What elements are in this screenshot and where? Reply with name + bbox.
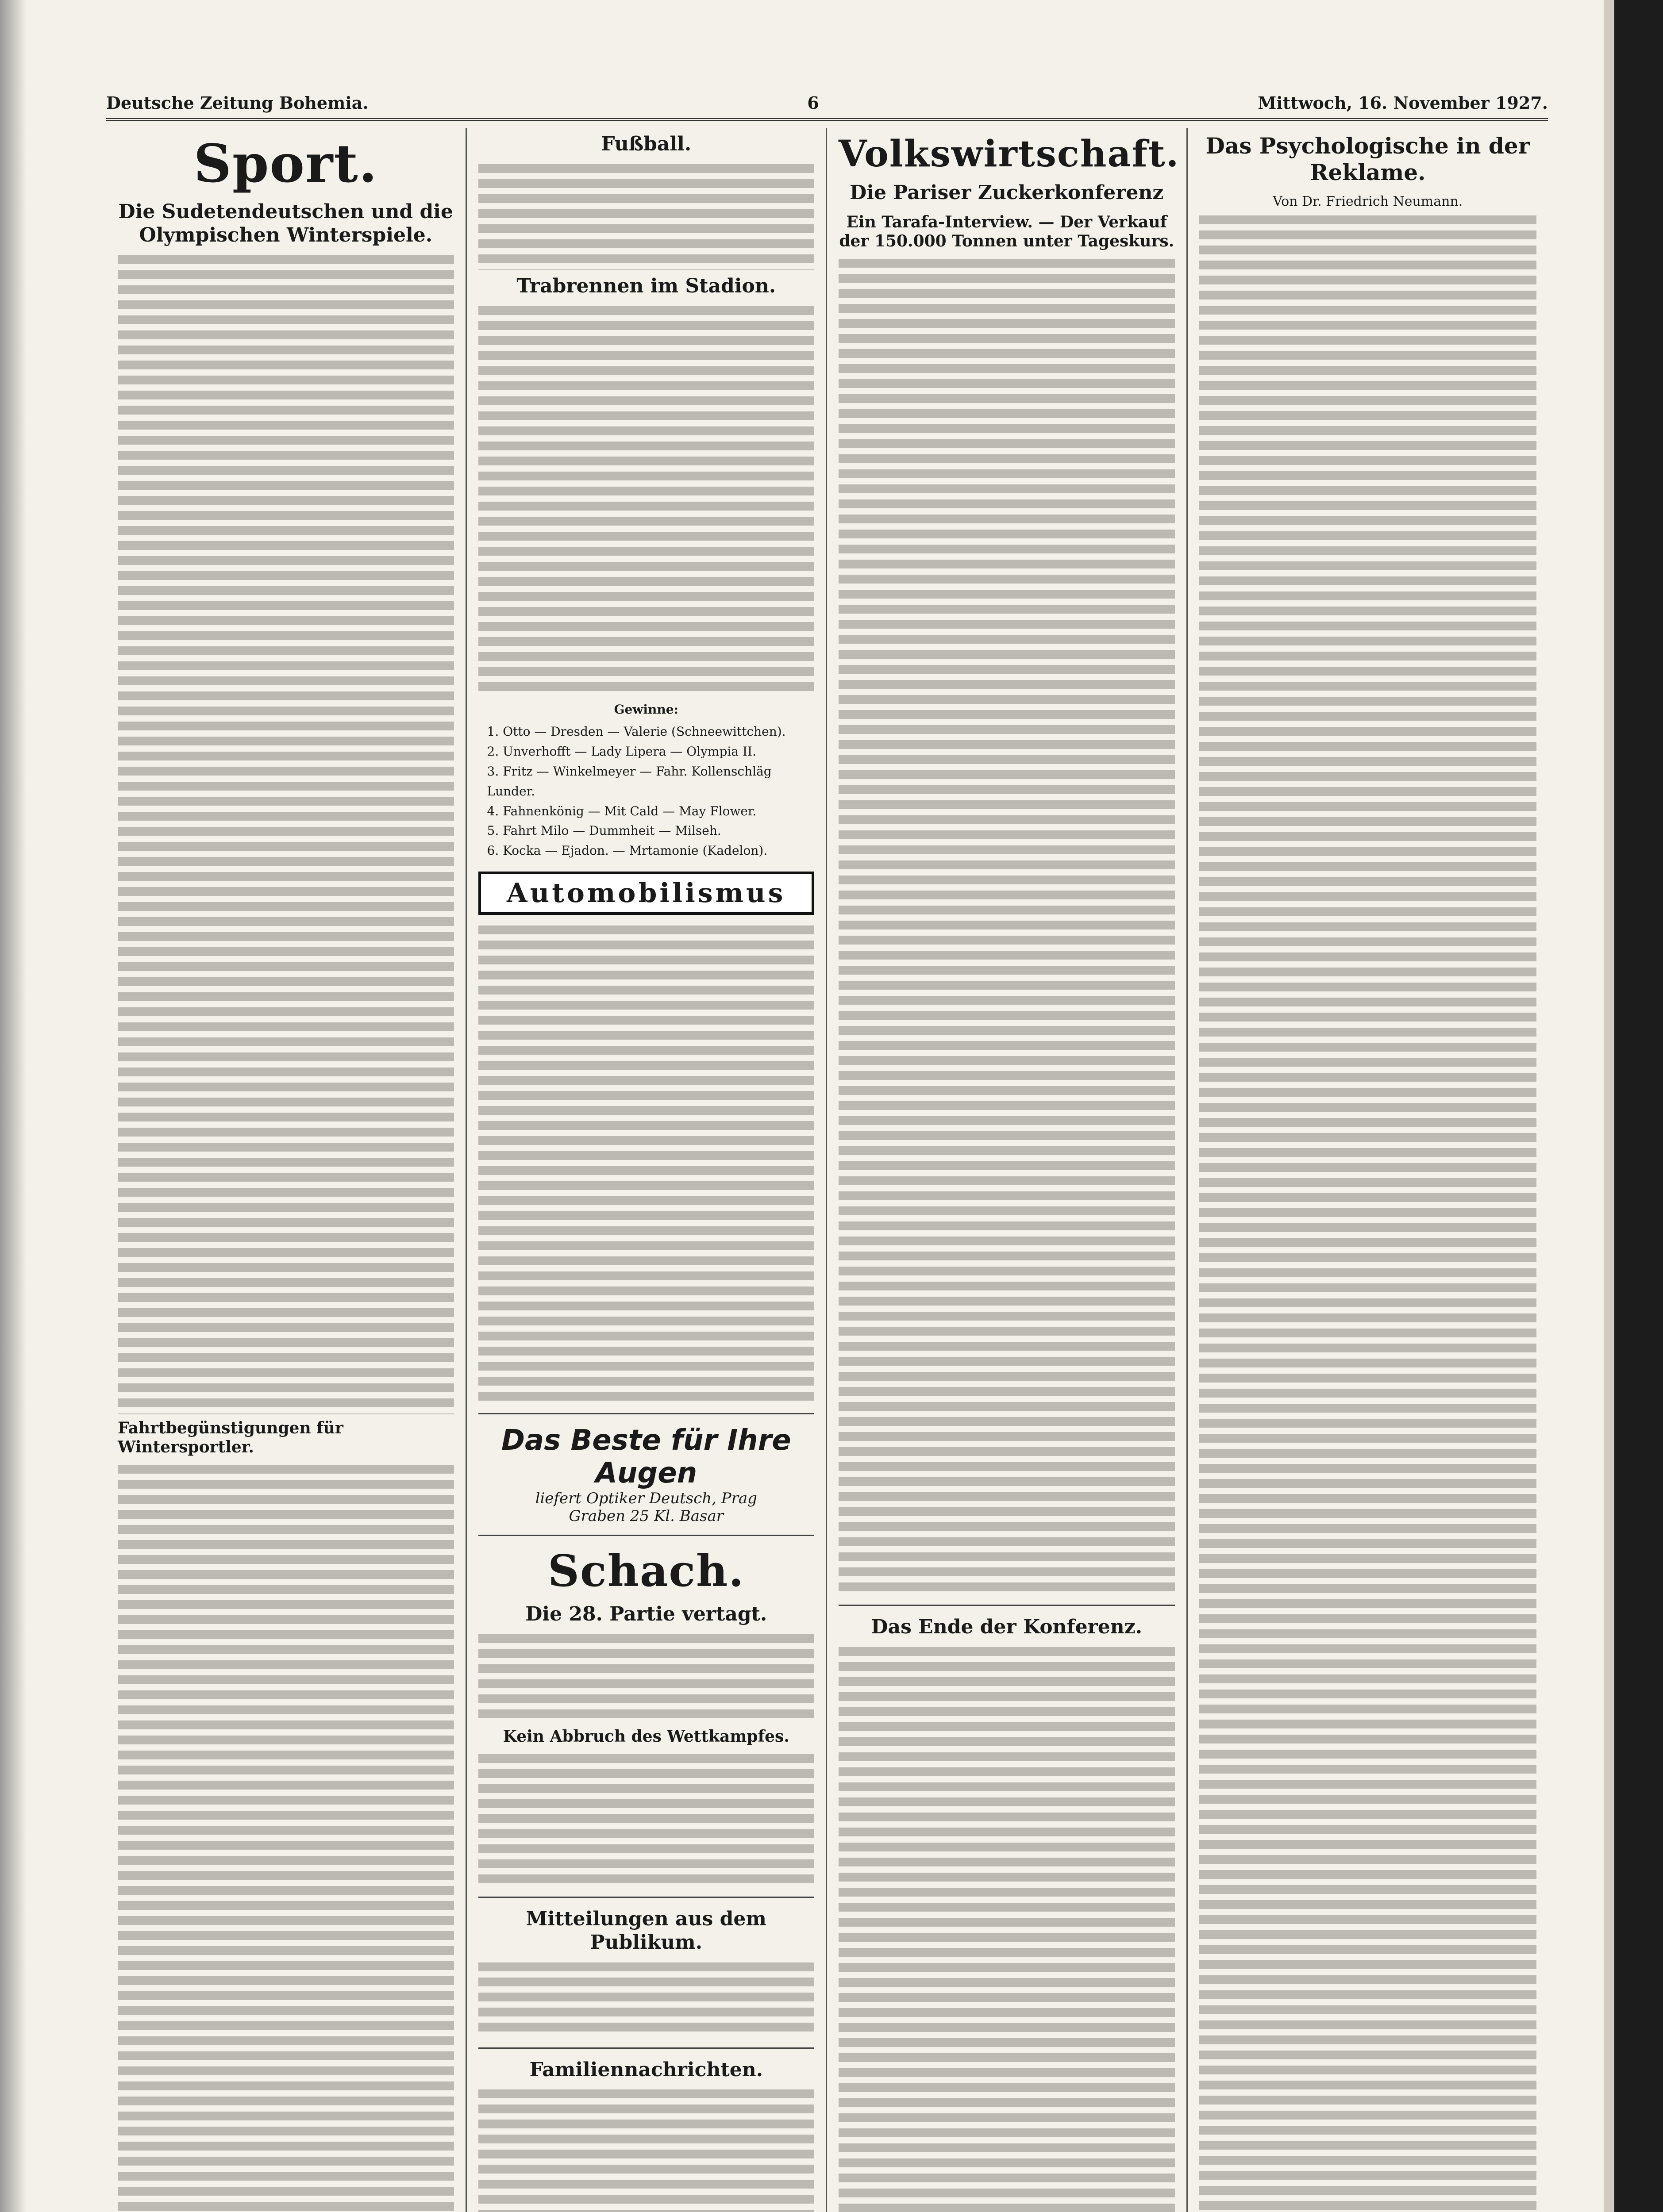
reklame-heading: Das Psychologische in der Reklame. <box>1205 133 1530 185</box>
article-text <box>478 1634 815 1723</box>
divider <box>478 1535 815 1536</box>
ad-line: Graben 25 Kl. Basar <box>569 1507 724 1525</box>
sport-heading: Sport. <box>193 133 378 194</box>
ad-title: Das Beste für Ihre Augen <box>501 1424 791 1490</box>
fussball-heading: Fußball. <box>601 133 692 155</box>
winners-heading: Gewinne: <box>614 702 678 717</box>
volkswirtschaft-heading: Volkswirtschaft. <box>839 133 1180 175</box>
article-text <box>839 1647 1175 2212</box>
article-text <box>1199 215 1537 2212</box>
winners-table <box>487 700 806 861</box>
winner-row: 6. Kocka — Ejadon. — Mrtamonie (Kadelon). <box>487 843 768 858</box>
ende-heading: Das Ende der Konferenz. <box>871 1616 1143 1639</box>
article-text <box>478 2089 815 2212</box>
winner-row: 4. Fahnenkönig — Mit Cald — May Flower. <box>487 803 757 818</box>
column-volkswirtschaft <box>827 128 1188 2212</box>
winner-row: 2. Unverhofft — Lady Lipera — Olympia II. <box>487 744 756 759</box>
ad-line: liefert Optiker Deutsch, Prag <box>535 1489 757 1507</box>
columns <box>106 128 1548 2212</box>
mitteilungen-heading: Mitteilungen aus dem Publikum. <box>526 1907 766 1954</box>
divider <box>478 2047 815 2049</box>
article-text <box>478 164 815 270</box>
olympic-subheading: Die Sudetendeutschen und die Olympischen Winterspiele. <box>118 200 453 246</box>
article-text <box>478 926 815 1403</box>
page-header <box>106 82 1548 121</box>
divider <box>478 1413 815 1414</box>
article-text <box>478 306 815 695</box>
article-text <box>118 255 454 1414</box>
article-text <box>478 1962 815 2038</box>
zuckerkonferenz-subheading: Die Pariser Zuckerkonferenz <box>850 181 1164 204</box>
trabrennen-heading: Trabrennen im Stadion. <box>516 274 776 297</box>
scan-edge-light <box>1604 0 1614 2212</box>
automobilismus-banner: Automobilismus <box>478 872 815 915</box>
divider <box>839 1605 1175 1606</box>
header-date: Mittwoch, 16. November 1927. <box>1258 93 1548 113</box>
reklame-byline: Von Dr. Friedrich Neumann. <box>1273 194 1463 209</box>
binding-shadow <box>0 0 27 2212</box>
column-misc <box>467 128 828 2212</box>
article-text <box>839 259 1175 1595</box>
interview-lead: Ein Tarafa-Interview. — Der Verkauf der 150.000 Tonnen unter Tageskurs. <box>839 212 1174 250</box>
schach-heading: Schach. <box>548 1545 745 1597</box>
winner-row: 1. Otto — Dresden — Valerie (Schneewittchen). <box>487 724 786 739</box>
optiker-ad <box>478 1424 815 1525</box>
winner-row: 3. Fritz — Winkelmeyer — Fahr. Kollenschläg <box>487 764 772 779</box>
schach-subheading: Die 28. Partie vertagt. <box>525 1602 767 1625</box>
winner-row: 5. Fahrt Milo — Dummheit — Milseh. <box>487 823 721 838</box>
scan-edge <box>1614 0 1663 2212</box>
winner-row: Lunder. <box>487 783 535 799</box>
header-paper-name: Deutsche Zeitung Bohemia. <box>106 93 369 113</box>
article-text <box>478 1754 815 1887</box>
header-page-number: 6 <box>807 93 819 113</box>
article-text <box>118 1465 454 2212</box>
abbruch-heading: Kein Abbruch des Wettkampfes. <box>503 1727 789 1746</box>
column-reklame <box>1188 128 1548 2212</box>
familien-heading: Familiennachrichten. <box>529 2058 763 2081</box>
divider <box>478 1897 815 1898</box>
fahrt-subheading: Fahrtbegünstigungen für Wintersportler. <box>118 1418 343 1456</box>
column-sport <box>106 128 467 2212</box>
